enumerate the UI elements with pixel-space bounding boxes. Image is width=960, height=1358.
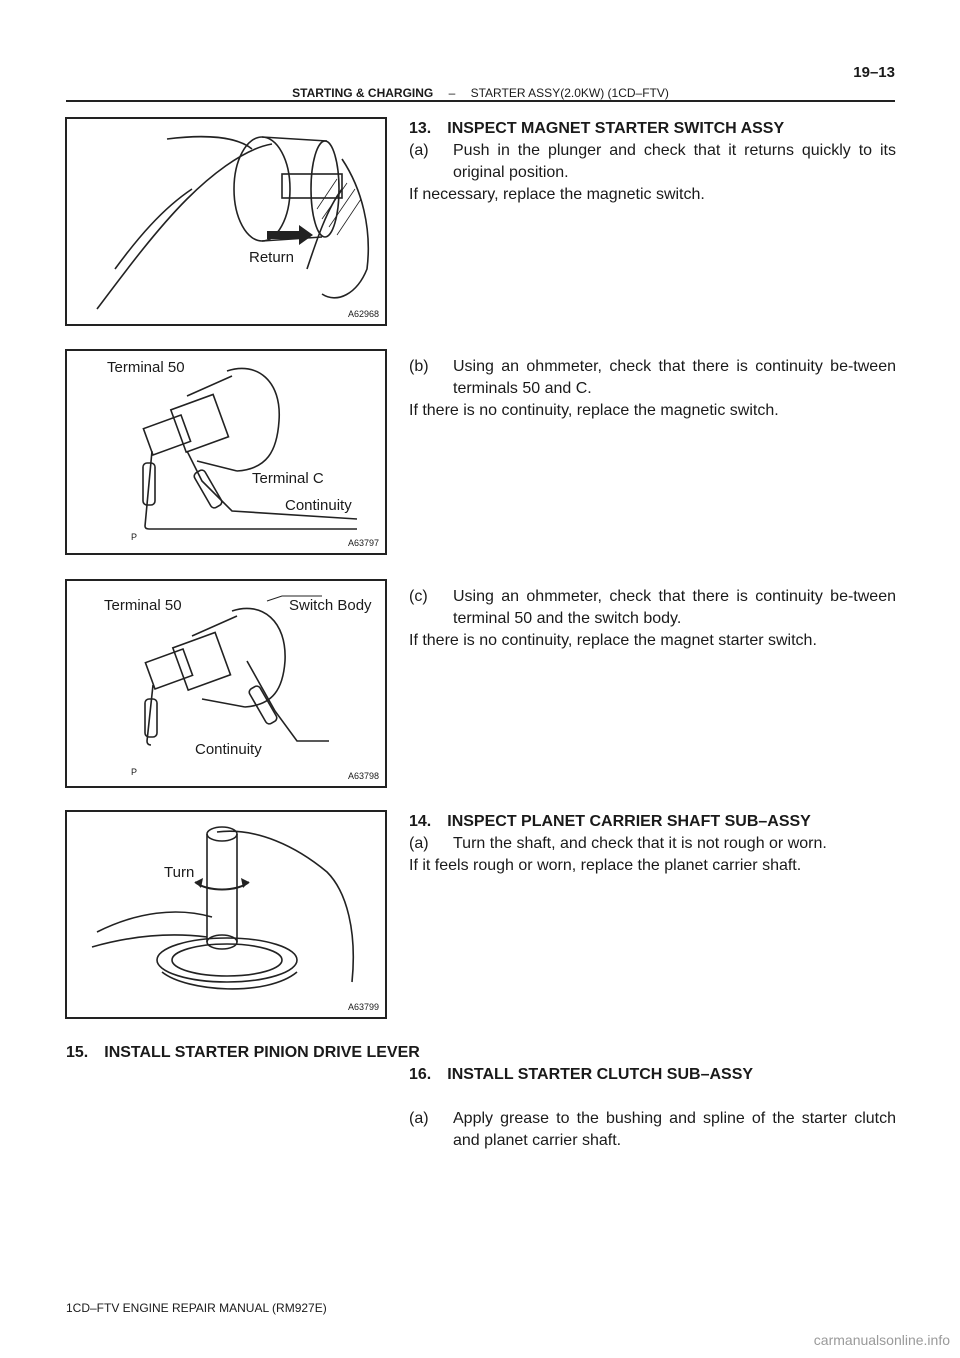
header-section: STARTING & CHARGING [292, 86, 434, 100]
step-14a-text: Turn the shaft, and check that it is not rough or worn. [453, 835, 827, 852]
step-13a [409, 140, 896, 184]
figure-planet-carrier-turn [65, 810, 387, 1019]
watermark: carmanualsonline.info [813, 1332, 950, 1348]
figure-illustration [67, 119, 385, 324]
step-16a-key: (a) [409, 1110, 429, 1127]
step-13c-key: (c) [409, 588, 428, 605]
running-header [66, 86, 895, 100]
header-dash: – [448, 86, 456, 100]
figure-continuity-50-body [65, 579, 387, 788]
figure-id: A63798 [347, 771, 379, 781]
step-13c-note: If there is no continuity, replace the magnet starter switch. [409, 632, 817, 649]
label-terminal-50: Terminal 50 [104, 597, 182, 614]
step-14a-note: If it feels rough or worn, replace the planet carrier shaft. [409, 857, 802, 874]
step-13b-key: (b) [409, 358, 429, 375]
step-16a-text: Apply grease to the bushing and spline of the starter clutch and planet carrier shaft. [453, 1110, 896, 1149]
label-continuity: Continuity [195, 741, 262, 758]
label-p: P [131, 532, 138, 542]
figure-continuity-50-c [65, 349, 387, 555]
label-switch-body: Switch Body [289, 597, 372, 614]
figure-id: A63797 [347, 538, 379, 548]
step-14a-key: (a) [409, 835, 429, 852]
label-continuity: Continuity [285, 497, 352, 514]
step-13c-text: Using an ohmmeter, check that there is continuity be-tween terminal 50 and the switch body. [453, 588, 896, 627]
step-14-title: 14. INSPECT PLANET CARRIER SHAFT SUB–ASSY [409, 813, 811, 830]
footer-manual-title: 1CD–FTV ENGINE REPAIR MANUAL (RM927E) [66, 1301, 327, 1315]
label-terminal-50: Terminal 50 [107, 359, 185, 376]
figure-illustration [67, 812, 385, 1017]
step-14a [409, 833, 896, 855]
step-13b-note: If there is no continuity, replace the magnetic switch. [409, 402, 779, 419]
header-rule [66, 100, 895, 102]
step-16a [409, 1108, 896, 1152]
page-number: 19–13 [853, 64, 895, 81]
figure-id: A63799 [347, 1002, 379, 1012]
step-13a-note: If necessary, replace the magnetic switch. [409, 186, 705, 203]
label-turn: Turn [164, 864, 195, 881]
step-13-title: 13. INSPECT MAGNET STARTER SWITCH ASSY [409, 120, 785, 137]
step-16-title: 16. INSTALL STARTER CLUTCH SUB–ASSY [409, 1066, 754, 1083]
step-13a-text: Push in the plunger and check that it returns quickly to its original position. [453, 142, 896, 181]
header-subsection: STARTER ASSY(2.0KW) (1CD–FTV) [470, 86, 669, 100]
label-return: Return [249, 249, 295, 266]
step-15-title: 15. INSTALL STARTER PINION DRIVE LEVER [66, 1044, 420, 1061]
step-13b-text: Using an ohmmeter, check that there is continuity be-tween terminals 50 and C. [453, 358, 896, 397]
step-13c [409, 586, 896, 630]
figure-illustration [67, 351, 385, 553]
step-13a-key: (a) [409, 142, 429, 159]
label-terminal-c: Terminal C [252, 470, 324, 487]
step-13b [409, 356, 896, 400]
label-p: P [131, 767, 138, 777]
figure-id: A62968 [347, 309, 379, 319]
figure-magnet-switch-return [65, 117, 387, 326]
